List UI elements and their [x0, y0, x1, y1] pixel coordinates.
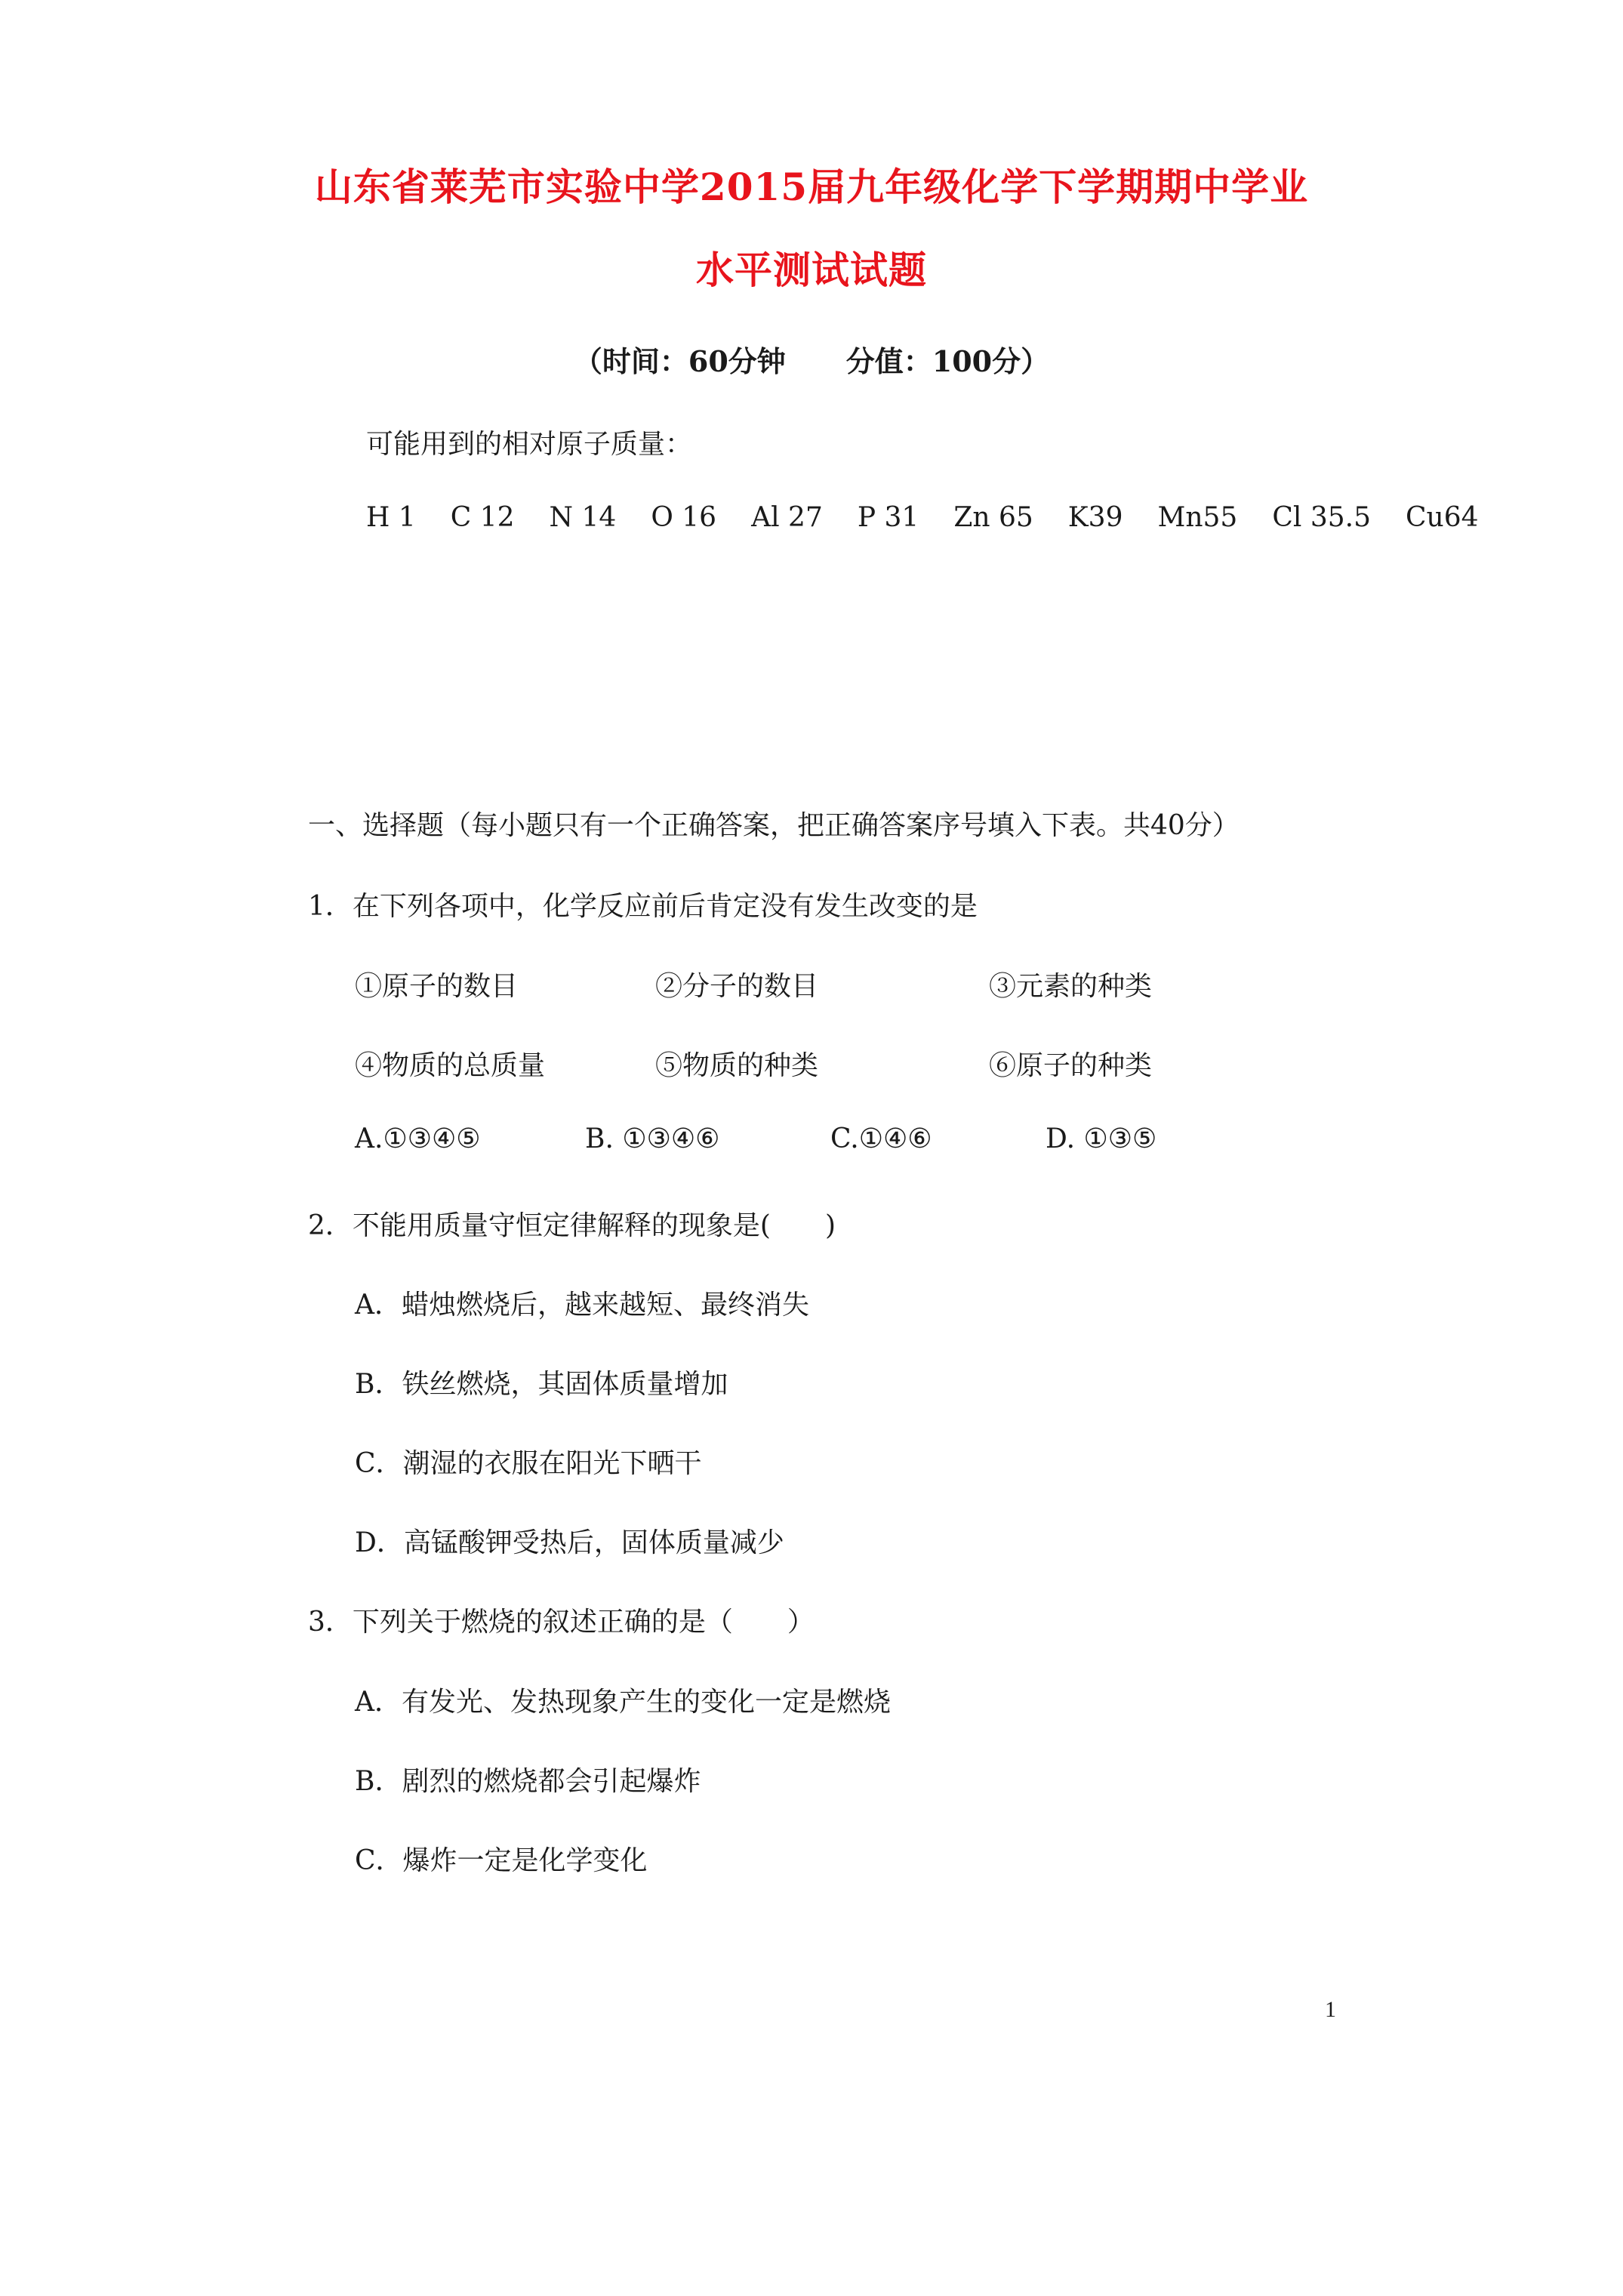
question-3-stem: 3．下列关于燃烧的叙述正确的是（ ）: [308, 1607, 815, 1638]
q1-item: ⑥原子的种类: [989, 1050, 1153, 1081]
document-title-line2: 水平测试试题: [696, 248, 927, 292]
q3-option-b: B．剧烈的燃烧都会引起爆炸: [355, 1766, 701, 1797]
q3-option-c: C．爆炸一定是化学变化: [355, 1845, 648, 1876]
atomic-mass-item: H 1: [366, 502, 416, 533]
q2-option-b: B．铁丝燃烧，其固体质量增加: [355, 1369, 728, 1400]
atomic-mass-item: K39: [1067, 502, 1123, 533]
atomic-mass-item: P 31: [857, 502, 919, 533]
atomic-mass-item: C 12: [450, 502, 515, 533]
atomic-mass-item: O 16: [651, 502, 717, 533]
page-number: 1: [1325, 1997, 1336, 2022]
section-heading: 一、选择题（每小题只有一个正确答案，把正确答案序号填入下表。共40分）: [308, 810, 1240, 841]
atomic-mass-list: [366, 502, 1479, 533]
atomic-mass-item: Cl 35.5: [1272, 502, 1372, 533]
atomic-mass-item: Mn55: [1157, 502, 1238, 533]
exam-meta: [0, 338, 1623, 380]
q1-item: ④物质的总质量: [355, 1050, 546, 1081]
time-info: （时间：60分钟: [573, 344, 786, 378]
q1-item: ⑤物质的种类: [655, 1050, 819, 1081]
q1-option-d: D. ①③⑤: [1046, 1123, 1157, 1154]
atomic-mass-item: N 14: [549, 502, 617, 533]
q1-option-b: B. ①③④⑥: [585, 1123, 720, 1154]
question-1-stem: 1．在下列各项中，化学反应前后肯定没有发生改变的是: [308, 891, 978, 922]
atomic-mass-item: Al 27: [751, 502, 823, 533]
q2-option-d: D．高锰酸钾受热后，固体质量减少: [355, 1527, 784, 1558]
document-title-line1: 山东省莱芜市实验中学2015届九年级化学下学期期中学业: [314, 165, 1309, 209]
atomic-mass-item: Zn 65: [953, 502, 1033, 533]
question-2-stem: 2．不能用质量守恒定律解释的现象是( ): [308, 1210, 836, 1241]
q1-option-c: C.①④⑥: [830, 1123, 932, 1154]
atomic-mass-intro: 可能用到的相对原子质量：: [366, 429, 693, 460]
q2-option-c: C．潮湿的衣服在阳光下晒干: [355, 1448, 702, 1479]
q1-option-a: A.①③④⑤: [355, 1123, 481, 1154]
q2-option-a: A．蜡烛燃烧后，越来越短、最终消失: [355, 1290, 809, 1321]
q1-item: ②分子的数目: [655, 971, 819, 1002]
q3-option-a: A．有发光、发热现象产生的变化一定是燃烧: [355, 1687, 891, 1718]
score-info: 分值：100分）: [845, 344, 1050, 378]
q1-item: ①原子的数目: [355, 971, 519, 1002]
q1-item: ③元素的种类: [989, 971, 1153, 1002]
atomic-mass-item: Cu64: [1406, 502, 1479, 533]
